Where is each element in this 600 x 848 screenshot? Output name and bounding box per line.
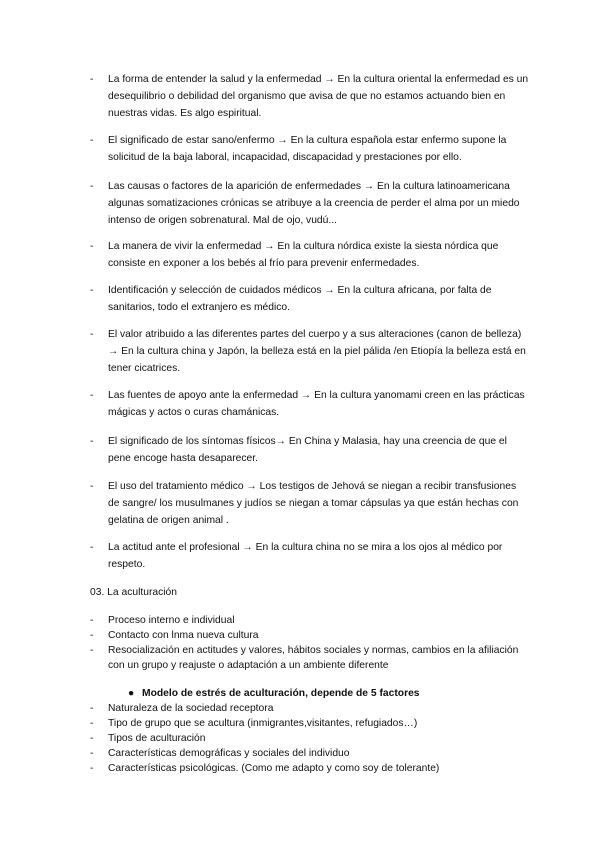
list-item-text: El valor atribuido a las diferentes partes del cuerpo y a sus alteraciones (canon de belleza) → En la cultura china y Japón, la belleza está en la piel pálida /en Etiopía la belleza está en tener cicatrices. [108,329,526,374]
list-item-text: Características psicológicas. (Como me adapto y como soy de tolerante) [108,763,440,774]
dash-marker: - [90,703,94,714]
list-item-text: El significado de estar sano/enfermo → En la cultura española estar enfermo supone la solicitud de la baja laboral, incapacidad, discapacidad y prestaciones por ello. [108,135,507,163]
list-item-text: Naturaleza de la sociedad receptora [108,703,274,714]
dash-marker: - [90,718,94,729]
dash-marker: - [90,285,94,296]
list-item [90,71,530,122]
dash-marker: - [90,241,94,252]
dash-marker: - [90,481,94,492]
list-item-text: Identificación y selección de cuidados médicos → En la cultura africana, por falta de sanitarios, todo el extranjero es médico. [108,285,492,313]
list-item-text: Contacto con lnma nueva cultura [108,630,259,641]
list-item [90,238,530,272]
list-item-text: Tipo de grupo que se acultura (inmigrantes,visitantes, refugiados…) [108,718,418,729]
list-item-text: Tipos de aculturación [108,733,206,744]
list-item [90,731,530,746]
list-item-text: La forma de entender la salud y la enfermedad → En la cultura oriental la enfermedad es un desequilibrio o debilidad del organismo que avisa de que no estamos actuando bien en nuestras vidas. Es algo espiritual. [108,74,529,119]
list-item-text: Las causas o factores de la aparición de enfermedades → En la cultura latinoamericana algunas somatizaciones crónicas se atribuye a la creencia de perder el alma por un miedo intenso de origen sobrenatural. Mal de ojo, vudú... [108,181,520,226]
list-item-text: Las fuentes de apoyo ante la enfermedad → En la cultura yanomami creen en las prácticas mágicas y actos o curas chamánicas. [108,390,525,418]
dash-marker: - [90,74,94,85]
list-item [90,132,530,166]
dash-marker: - [90,181,94,192]
list-item [90,539,530,573]
list-item [90,326,530,377]
list-item [90,282,530,316]
dash-marker: - [90,615,94,626]
dash-marker: - [90,645,94,656]
list-item-text: Resocialización en actitudes y valores, hábitos sociales y normas, cambios en la afiliación con un grupo y reajuste o adaptación a un ambiente diferente [108,645,519,671]
list-item [90,387,530,421]
list-item-text: Características demográficas y sociales del individuo [108,748,350,759]
dash-marker: - [90,329,94,340]
model-title [128,686,420,701]
list-item [90,716,530,731]
section-heading: 03. La aculturación [90,587,178,598]
list-item-text: Proceso interno e individual [108,615,235,626]
dash-marker: - [90,733,94,744]
list-item-text: La actitud ante el profesional → En la cultura china no se mira a los ojos al médico por respeto. [108,542,503,570]
list-item [90,643,530,673]
dash-marker: - [90,763,94,774]
list-item-text: El uso del tratamiento médico → Los testigos de Jehová se niegan a recibir transfusiones de sangre/ los musulmanes y judíos se niegan a tomar cápsulas ya que están hechas con gelatina de origen animal . [108,481,519,526]
model-factors-list [90,701,530,776]
list-item [90,628,530,643]
dash-marker: - [90,390,94,401]
list-item [90,746,530,761]
model-title-text: Modelo de estrés de aculturación, depende de 5 factores [142,688,420,699]
list-item [90,613,530,628]
list-item [90,478,530,529]
list-item [90,433,530,467]
list-item [90,761,530,776]
dash-marker: - [90,630,94,641]
list-item [90,178,530,229]
dash-marker: - [90,542,94,553]
bullet-dot-icon: ● [128,688,135,699]
list-item [90,701,530,716]
list-item-text: El significado de los síntomas físicos→ En China y Malasia, hay una creencia de que el pene encoge hasta desaparecer. [108,436,507,464]
dash-marker: - [90,748,94,759]
acculturation-list [90,613,530,673]
dash-marker: - [90,436,94,447]
list-item-text: La manera de vivir la enfermedad → En la cultura nórdica existe la siesta nórdica que consiste en exponer a los bebés al frío para prevenir enfermedades. [108,241,499,269]
dash-marker: - [90,135,94,146]
